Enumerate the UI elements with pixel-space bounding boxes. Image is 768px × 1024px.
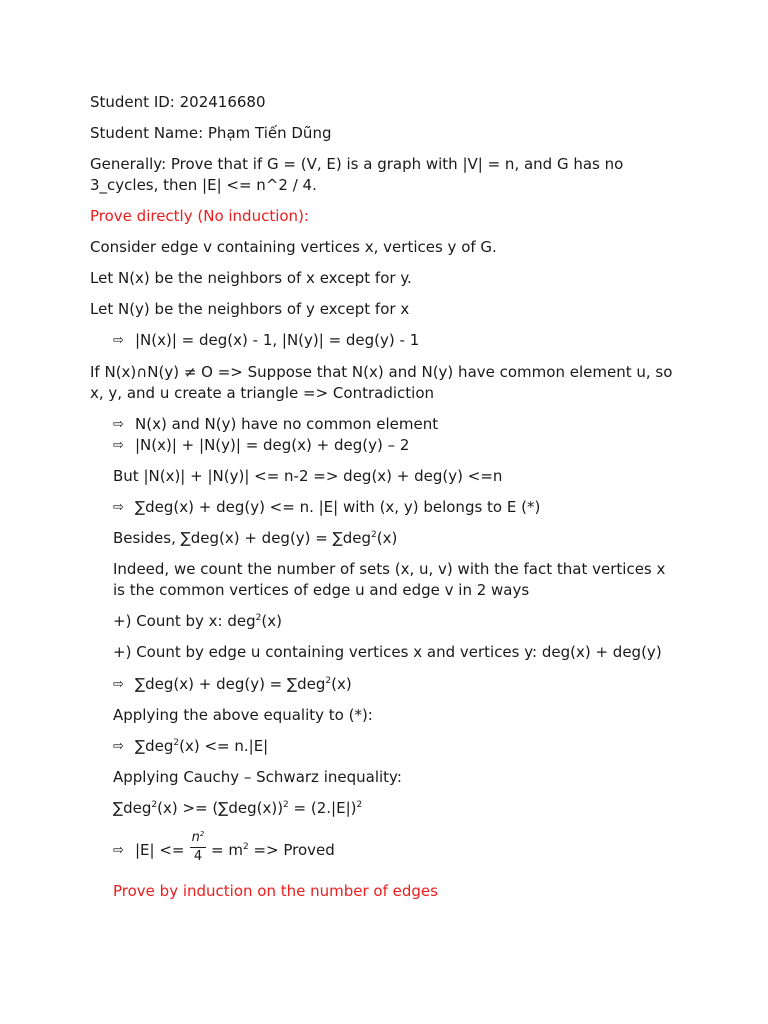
besides-line xyxy=(113,528,397,549)
implication-1: |N(x)| = deg(x) - 1, |N(y)| = deg(y) - 1 xyxy=(135,331,420,349)
consider-line: Consider edge v containing vertices x, vertices y of G. xyxy=(90,238,497,256)
arrow-icon: ⇨ xyxy=(113,333,124,348)
applying-above-line: Applying the above equality to (*): xyxy=(113,706,373,724)
exponent: 2 xyxy=(371,530,377,540)
exponent: 2 xyxy=(242,842,249,852)
student-name: Student Name: Phạm Tiến Dũng xyxy=(90,124,332,142)
problem-statement-line-2: 3_cycles, then |E| <= n^2 / 4. xyxy=(90,176,317,194)
arrow-icon: ⇨ xyxy=(113,417,124,432)
implication-5 xyxy=(135,674,352,695)
arrow-icon: ⇨ xyxy=(113,843,124,858)
but-line: But |N(x)| + |N(y)| <= n-2 => deg(x) + deg(y) <=n xyxy=(113,467,503,485)
fraction-denominator: 4 xyxy=(193,849,203,864)
cs-text-a: ∑deg xyxy=(113,799,152,817)
fraction-numerator: $n^2$ xyxy=(191,830,205,845)
applying-cauchy-schwarz-line: Applying Cauchy – Schwarz inequality: xyxy=(113,768,402,786)
exponent: 2 xyxy=(151,800,158,810)
exponent: 2 xyxy=(173,738,180,748)
if-line-1: If N(x)∩N(y) ≠ O => Suppose that N(x) and N(y) have common element u, so xyxy=(90,363,673,381)
let-ny-line: Let N(y) be the neighbors of y except for x xyxy=(90,300,410,318)
fraction-bar xyxy=(190,847,206,848)
student-id: Student ID: 202416680 xyxy=(90,93,266,111)
arrow-icon: ⇨ xyxy=(113,438,124,453)
exponent: 2 xyxy=(283,800,289,810)
final-text-c: => Proved xyxy=(248,841,335,859)
count-by-x-text: +) Count by x: deg xyxy=(113,612,256,630)
count-by-x-line xyxy=(113,611,282,632)
besides-text: Besides, ∑deg(x) + deg(y) = ∑deg xyxy=(113,529,372,547)
count-by-edge-line: +) Count by edge u containing vertices x and vertices y: deg(x) + deg(y) xyxy=(113,643,662,661)
exponent: 2 xyxy=(356,800,363,810)
final-result-right xyxy=(211,840,335,861)
heading-prove-directly: Prove directly (No induction): xyxy=(90,207,309,225)
heading-prove-by-induction: Prove by induction on the number of edges xyxy=(113,882,438,900)
final-text-b: = m xyxy=(211,841,243,859)
cs-text-c: = (2.|E|) xyxy=(288,799,357,817)
indeed-line-2: is the common vertices of edge u and edge v in 2 ways xyxy=(113,581,530,599)
cs-text-b: (x) >= (∑deg(x)) xyxy=(157,799,284,817)
fraction-n-squared-over-4 xyxy=(188,830,208,865)
implication-2: N(x) and N(y) have no common element xyxy=(135,415,439,433)
variable-x: (x) xyxy=(261,612,282,630)
implication-6-text-a: ∑deg xyxy=(135,737,174,755)
variable-x: (x) xyxy=(376,529,398,547)
implication-6 xyxy=(135,736,268,757)
let-nx-line: Let N(x) be the neighbors of x except for y. xyxy=(90,269,412,287)
cauchy-schwarz-formula xyxy=(113,798,362,819)
variable-x: (x) xyxy=(331,675,352,693)
indeed-line-1: Indeed, we count the number of sets (x, u, v) with the fact that vertices x xyxy=(113,560,666,578)
arrow-icon: ⇨ xyxy=(113,677,124,692)
implication-5-text: ∑deg(x) + deg(y) = ∑deg xyxy=(135,675,326,693)
final-result-left: |E| <= xyxy=(135,841,185,859)
if-line-2: x, y, and u create a triangle => Contradiction xyxy=(90,384,435,402)
problem-statement-line-1: Generally: Prove that if G = (V, E) is a graph with |V| = n, and G has no xyxy=(90,155,624,173)
implication-6-text-b: (x) <= n.|E| xyxy=(179,737,269,755)
exponent: 2 xyxy=(255,613,262,623)
arrow-icon: ⇨ xyxy=(113,739,124,754)
arrow-icon: ⇨ xyxy=(113,500,124,515)
implication-3: |N(x)| + |N(y)| = deg(x) + deg(y) – 2 xyxy=(135,436,410,454)
exponent: 2 xyxy=(325,676,332,686)
implication-4: ∑deg(x) + deg(y) <= n. |E| with (x, y) belongs to E (*) xyxy=(135,498,541,516)
